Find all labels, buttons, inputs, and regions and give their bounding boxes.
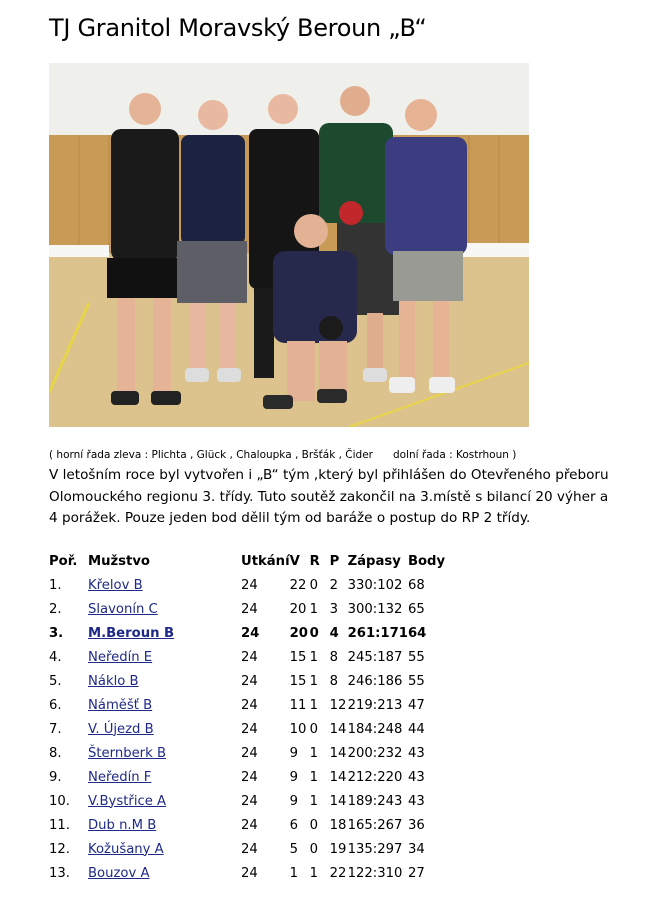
cell-points: 43 xyxy=(407,769,425,785)
cell-losses: 19 xyxy=(329,841,347,857)
cell-team xyxy=(88,741,241,765)
cell-score: 135:297 xyxy=(347,841,403,857)
team-link[interactable]: M.Beroun B xyxy=(88,625,175,641)
cell-team xyxy=(88,621,241,645)
cell-points: 34 xyxy=(407,841,425,857)
team-link[interactable]: Kožušany A xyxy=(88,841,164,857)
table-row xyxy=(49,621,445,645)
cell-games: 24 xyxy=(241,865,258,881)
table-row xyxy=(49,573,445,597)
cell-games: 24 xyxy=(241,745,258,761)
cell-points: 47 xyxy=(407,697,425,713)
cell-pos: 8. xyxy=(49,745,62,761)
cell-games: 24 xyxy=(241,841,258,857)
season-summary xyxy=(49,465,619,530)
cell-score: 200:232 xyxy=(347,745,403,761)
cell-losses: 3 xyxy=(329,601,338,617)
cell-games: 24 xyxy=(241,793,258,809)
cell-pos: 7. xyxy=(49,721,62,737)
header-points: Body xyxy=(407,553,446,569)
cell-score: 246:186 xyxy=(347,673,403,689)
cell-score: 184:248 xyxy=(347,721,403,737)
cell-score: 300:132 xyxy=(347,601,403,617)
cell-draws: 1 xyxy=(309,769,318,785)
header-wins: V xyxy=(289,553,300,569)
table-row xyxy=(49,717,445,741)
cell-draws: 1 xyxy=(309,793,318,809)
cell-wins: 9 xyxy=(289,769,298,785)
cell-pos: 3. xyxy=(49,625,64,641)
table-row xyxy=(49,693,445,717)
cell-points: 36 xyxy=(407,817,425,833)
cell-losses: 22 xyxy=(329,865,347,881)
table-row xyxy=(49,645,445,669)
cell-team xyxy=(88,573,241,597)
summary-line: Olomouckého regionu 3. třídy. Tuto soutěž zakončil na 3.místě s bilancí 20 výher a xyxy=(49,488,609,505)
cell-points: 55 xyxy=(407,649,425,665)
header-losses: P xyxy=(329,553,340,569)
cell-draws: 0 xyxy=(309,841,318,857)
cell-games: 24 xyxy=(241,769,258,785)
table-row xyxy=(49,861,445,885)
cell-pos: 10. xyxy=(49,793,70,809)
cell-pos: 1. xyxy=(49,577,62,593)
cell-pos: 12. xyxy=(49,841,70,857)
cell-score: 261:171 xyxy=(347,625,408,641)
table-row xyxy=(49,765,445,789)
summary-line: 4 porážek. Pouze jeden bod dělil tým od baráže o postup do RP 2 třídy. xyxy=(49,510,531,526)
cell-score: 245:187 xyxy=(347,649,403,665)
cell-wins: 9 xyxy=(289,745,298,761)
cell-wins: 20 xyxy=(289,601,307,617)
cell-wins: 5 xyxy=(289,841,298,857)
cell-pos: 13. xyxy=(49,865,70,881)
page-title: TJ Granitol Moravský Beroun „B“ xyxy=(49,14,427,42)
team-link[interactable]: Náklo B xyxy=(88,673,139,689)
cell-team xyxy=(88,837,241,861)
cell-wins: 11 xyxy=(289,697,307,713)
cell-draws: 1 xyxy=(309,865,318,881)
cell-losses: 4 xyxy=(329,625,339,641)
cell-score: 189:243 xyxy=(347,793,403,809)
cell-games: 24 xyxy=(241,721,258,737)
team-link[interactable]: Náměšť B xyxy=(88,697,153,713)
cell-losses: 14 xyxy=(329,721,347,737)
cell-points: 68 xyxy=(407,577,425,593)
cell-games: 24 xyxy=(241,673,258,689)
team-link[interactable]: Dub n.M B xyxy=(88,817,157,833)
cell-score: 165:267 xyxy=(347,817,403,833)
cell-losses: 14 xyxy=(329,769,347,785)
header-pos: Poř. xyxy=(49,553,78,569)
cell-points: 65 xyxy=(407,601,425,617)
cell-games: 24 xyxy=(241,817,258,833)
cell-wins: 22 xyxy=(289,577,307,593)
team-link[interactable]: Bouzov A xyxy=(88,865,150,881)
cell-losses: 8 xyxy=(329,649,338,665)
header-score: Zápasy xyxy=(347,553,401,569)
cell-team xyxy=(88,669,241,693)
cell-losses: 12 xyxy=(329,697,347,713)
cell-pos: 9. xyxy=(49,769,62,785)
photo-caption: ( horní řada zleva : Plichta , Glück , Chaloupka , Bršťák , Čider dolní řada : Kostrhoun ) xyxy=(49,449,517,461)
cell-wins: 20 xyxy=(289,625,308,641)
team-photo xyxy=(49,63,529,427)
cell-wins: 15 xyxy=(289,673,307,689)
cell-games: 24 xyxy=(241,649,258,665)
cell-losses: 2 xyxy=(329,577,338,593)
cell-games: 24 xyxy=(241,601,258,617)
cell-team xyxy=(88,597,241,621)
header-draws: R xyxy=(309,553,320,569)
table-row xyxy=(49,597,445,621)
cell-draws: 0 xyxy=(309,817,318,833)
cell-games: 24 xyxy=(241,577,258,593)
cell-draws: 1 xyxy=(309,697,318,713)
cell-wins: 6 xyxy=(289,817,298,833)
table-row xyxy=(49,789,445,813)
team-link[interactable]: V. Újezd B xyxy=(88,721,154,737)
team-photo-illustration xyxy=(49,63,529,427)
cell-points: 43 xyxy=(407,745,425,761)
cell-wins: 1 xyxy=(289,865,298,881)
cell-draws: 1 xyxy=(309,745,318,761)
cell-points: 43 xyxy=(407,793,425,809)
cell-team xyxy=(88,645,241,669)
standings-body xyxy=(49,573,445,885)
cell-pos: 2. xyxy=(49,601,62,617)
cell-team xyxy=(88,789,241,813)
cell-draws: 0 xyxy=(309,721,318,737)
cell-losses: 8 xyxy=(329,673,338,689)
standings-header-row xyxy=(49,549,445,573)
cell-pos: 6. xyxy=(49,697,62,713)
cell-losses: 18 xyxy=(329,817,347,833)
cell-score: 212:220 xyxy=(347,769,403,785)
table-row xyxy=(49,669,445,693)
cell-pos: 4. xyxy=(49,649,62,665)
cell-draws: 0 xyxy=(309,625,319,641)
cell-score: 122:310 xyxy=(347,865,403,881)
table-row xyxy=(49,837,445,861)
cell-score: 330:102 xyxy=(347,577,403,593)
cell-pos: 11. xyxy=(49,817,70,833)
cell-team xyxy=(88,813,241,837)
cell-pos: 5. xyxy=(49,673,62,689)
cell-team xyxy=(88,717,241,741)
team-link[interactable]: Slavonín C xyxy=(88,601,158,617)
cell-points: 44 xyxy=(407,721,425,737)
team-link[interactable]: Šternberk B xyxy=(88,745,166,761)
team-link[interactable]: Neředín F xyxy=(88,769,152,785)
cell-team xyxy=(88,765,241,789)
table-row xyxy=(49,813,445,837)
cell-score: 219:213 xyxy=(347,697,403,713)
cell-wins: 15 xyxy=(289,649,307,665)
cell-games: 24 xyxy=(241,625,260,641)
table-row xyxy=(49,741,445,765)
cell-points: 64 xyxy=(407,625,427,641)
header-games: Utkání xyxy=(241,553,290,569)
header-team: Mužstvo xyxy=(88,553,150,569)
team-link[interactable]: V.Bystřice A xyxy=(88,793,167,809)
cell-points: 55 xyxy=(407,673,425,689)
cell-draws: 1 xyxy=(309,601,318,617)
cell-wins: 10 xyxy=(289,721,307,737)
cell-losses: 14 xyxy=(329,745,347,761)
cell-draws: 0 xyxy=(309,577,318,593)
summary-line: V letošním roce byl vytvořen i „B“ tým ,který byl přihlášen do Otevřeného přeboru xyxy=(49,467,609,483)
standings-table xyxy=(49,549,445,885)
cell-draws: 1 xyxy=(309,673,318,689)
cell-losses: 14 xyxy=(329,793,347,809)
cell-games: 24 xyxy=(241,697,258,713)
team-link[interactable]: Křelov B xyxy=(88,577,143,593)
team-link[interactable]: Neředín E xyxy=(88,649,153,665)
cell-points: 27 xyxy=(407,865,425,881)
cell-draws: 1 xyxy=(309,649,318,665)
cell-team xyxy=(88,861,241,885)
cell-wins: 9 xyxy=(289,793,298,809)
cell-team xyxy=(88,693,241,717)
